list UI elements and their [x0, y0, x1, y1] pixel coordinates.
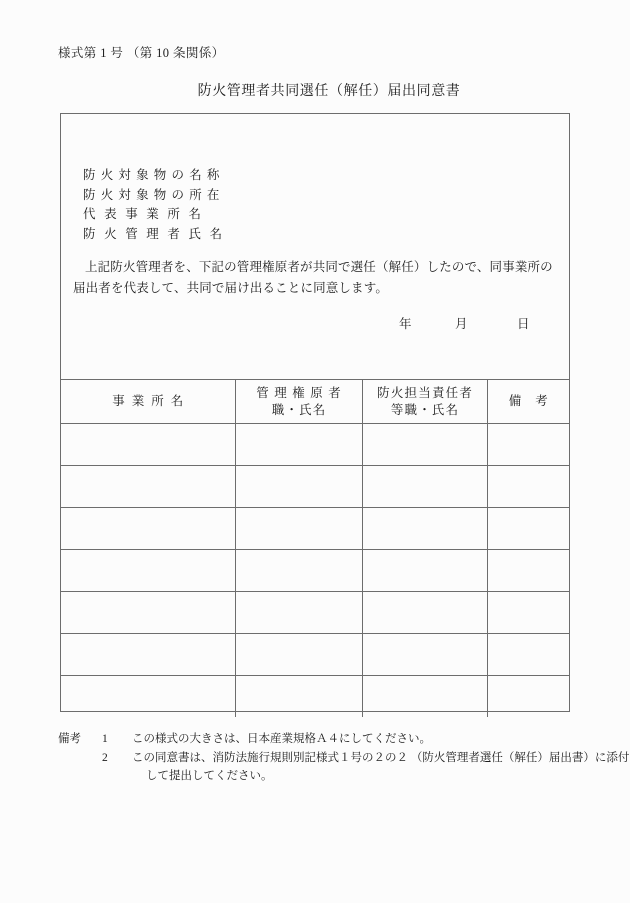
- notes-label: 備考: [58, 733, 81, 745]
- table-row: [61, 466, 569, 508]
- note-2-continuation: して提出してください。: [146, 770, 273, 782]
- table-cell[interactable]: [362, 676, 487, 718]
- table-cell[interactable]: [235, 508, 362, 550]
- table-cell[interactable]: [487, 592, 569, 634]
- table-row: [61, 508, 569, 550]
- table-cell[interactable]: [362, 550, 487, 592]
- note-1-number: 1: [102, 733, 108, 745]
- table-cell[interactable]: [61, 466, 235, 508]
- date-line: [61, 314, 569, 332]
- footer-notes: [58, 730, 630, 786]
- table-row: [61, 676, 569, 718]
- table-cell[interactable]: [235, 592, 362, 634]
- table-body: [61, 424, 569, 718]
- column-header-office-name-text: 事業所名: [112, 394, 191, 408]
- table-cell[interactable]: [61, 676, 235, 718]
- note-2-number: 2: [102, 751, 108, 764]
- column-header-office-name: [61, 380, 235, 424]
- form-number: 様式第 1 号 （第 10 条関係）: [58, 46, 225, 60]
- table-cell[interactable]: [487, 466, 569, 508]
- note-1-text: この様式の大きさは、日本産業規格Ａ４にしてください。: [132, 733, 431, 745]
- table-cell[interactable]: [487, 634, 569, 676]
- table-cell[interactable]: [362, 592, 487, 634]
- column-header-manager-line2: 職・氏名: [271, 402, 327, 417]
- table-cell[interactable]: [61, 424, 235, 466]
- table-cell[interactable]: [487, 424, 569, 466]
- table-row: [61, 592, 569, 634]
- signatories-table: [61, 380, 569, 717]
- column-header-fire-officer: [362, 380, 487, 424]
- table-cell[interactable]: [235, 466, 362, 508]
- note-item-1: [58, 730, 598, 749]
- table-cell[interactable]: [362, 424, 487, 466]
- table-cell[interactable]: [362, 634, 487, 676]
- subject-field-list: [83, 166, 231, 244]
- table-cell[interactable]: [487, 508, 569, 550]
- column-header-remarks-text: 備考: [508, 394, 562, 408]
- document-title: 防火管理者共同選任（解任）届出同意書: [197, 84, 461, 99]
- date-month-label: 月: [455, 317, 468, 331]
- table-row: [61, 424, 569, 466]
- field-label-building-name: 防火対象物の名称: [83, 168, 225, 182]
- table-row: [61, 634, 569, 676]
- column-header-manager-line1: 管理権原者: [256, 385, 347, 400]
- date-year-label: 年: [399, 317, 412, 331]
- consent-statement: 上記防火管理者を、下記の管理権原者が共同で選任（解任）したので、同事業所の届出者を代表して、共同で届け出ることに同意します。: [73, 260, 553, 295]
- table-cell[interactable]: [235, 634, 362, 676]
- table-header-row: [61, 380, 569, 424]
- table-cell[interactable]: [487, 550, 569, 592]
- table-cell[interactable]: [235, 550, 362, 592]
- table-row: [61, 550, 569, 592]
- note-2-text: この同意書は、消防法施行規則別記様式１号の２の２ （防火管理者選任（解任）届出書）に添付: [132, 751, 630, 764]
- column-header-remarks: [487, 380, 569, 424]
- table-cell[interactable]: [61, 634, 235, 676]
- field-label-representative-office: 代表事業所名: [83, 207, 210, 221]
- table-cell[interactable]: [61, 592, 235, 634]
- table-cell[interactable]: [61, 550, 235, 592]
- column-header-fire-officer-line2: 等職・氏名: [390, 402, 460, 417]
- table-cell[interactable]: [362, 466, 487, 508]
- column-header-fire-officer-line1: 防火担当責任者: [377, 385, 474, 400]
- field-label-building-location: 防火対象物の所在: [83, 187, 225, 202]
- note-item-2: [58, 749, 630, 768]
- field-label-fire-manager-name: 防火管理者氏名: [83, 226, 231, 241]
- column-header-manager: [235, 380, 362, 424]
- declaration-section: [61, 114, 569, 380]
- table-cell[interactable]: [61, 508, 235, 550]
- table-cell[interactable]: [487, 676, 569, 718]
- form-frame: [60, 113, 570, 712]
- table-cell[interactable]: [235, 676, 362, 718]
- date-day-label: 日: [517, 317, 530, 331]
- table-cell[interactable]: [235, 424, 362, 466]
- table-cell[interactable]: [362, 508, 487, 550]
